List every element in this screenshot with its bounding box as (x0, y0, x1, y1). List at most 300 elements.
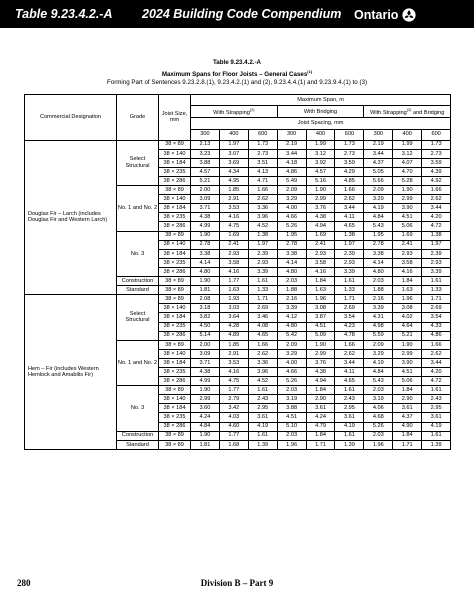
span-value-cell: 2.73 (248, 149, 277, 158)
span-value-cell: 4.02 (393, 313, 422, 322)
span-value-cell: 1.90 (393, 186, 422, 195)
joist-size-cell: 38 × 286 (159, 422, 191, 431)
span-value-cell: 4.52 (248, 222, 277, 231)
span-value-cell: 2.78 (364, 240, 393, 249)
table-row (25, 295, 451, 304)
span-value-cell: 2.41 (306, 240, 335, 249)
span-value-cell: 1.38 (335, 231, 364, 240)
span-value-cell: 4.78 (335, 331, 364, 340)
span-value-cell: 1.88 (364, 286, 393, 295)
header-maximum-span: Maximum Span, m (191, 95, 451, 106)
span-value-cell: 1.61 (248, 277, 277, 286)
span-value-cell: 3.51 (248, 158, 277, 167)
span-value-cell: 5.43 (364, 377, 393, 386)
span-value-cell: 2.03 (277, 277, 306, 286)
grade-cell: Construction (117, 431, 159, 440)
grade-cell: Select Structural (117, 140, 159, 185)
span-value-cell: 1.38 (248, 231, 277, 240)
span-value-cell: 4.86 (422, 331, 451, 340)
span-value-cell: 1.66 (335, 186, 364, 195)
span-value-cell: 3.60 (191, 404, 220, 413)
span-value-cell: 4.08 (248, 322, 277, 331)
span-value-cell: 3.76 (306, 358, 335, 367)
span-value-cell: 1.69 (219, 231, 248, 240)
span-value-cell: 2.95 (335, 404, 364, 413)
span-value-cell: 3.59 (335, 158, 364, 167)
joist-size-cell: 38 × 235 (159, 322, 191, 331)
span-value-cell: 4.51 (306, 322, 335, 331)
grade-cell: Standard (117, 286, 159, 295)
span-value-cell: 4.57 (306, 167, 335, 176)
span-value-cell: 4.85 (335, 177, 364, 186)
span-value-cell: 1.61 (335, 386, 364, 395)
span-value-cell: 3.12 (393, 149, 422, 158)
span-value-cell: 2.16 (364, 295, 393, 304)
span-value-cell: 2.93 (306, 249, 335, 258)
span-value-cell: 1.66 (422, 186, 451, 195)
span-value-cell: 1.95 (364, 231, 393, 240)
span-value-cell: 2.09 (277, 340, 306, 349)
joist-size-cell: 38 × 286 (159, 177, 191, 186)
span-value-cell: 3.29 (277, 195, 306, 204)
span-value-cell: 4.19 (335, 422, 364, 431)
joist-size-cell: 38 × 184 (159, 204, 191, 213)
span-value-cell: 2.79 (219, 395, 248, 404)
span-value-cell: 2.93 (219, 249, 248, 258)
joist-size-cell: 38 × 89 (159, 286, 191, 295)
span-value-cell: 2.43 (335, 395, 364, 404)
floor-joist-span-table (24, 94, 451, 450)
span-value-cell: 1.69 (306, 231, 335, 240)
span-value-cell: 4.90 (393, 422, 422, 431)
span-value-cell: 3.96 (248, 367, 277, 376)
span-value-cell: 4.20 (422, 213, 451, 222)
span-value-cell: 3.61 (335, 413, 364, 422)
grade-cell: No. 3 (117, 231, 159, 276)
span-value-cell: 1.84 (306, 277, 335, 286)
span-value-cell: 5.28 (393, 177, 422, 186)
span-value-cell: 2.00 (191, 186, 220, 195)
span-value-cell: 5.16 (306, 177, 335, 186)
span-value-cell: 1.61 (248, 431, 277, 440)
span-value-cell: 2.93 (335, 258, 364, 267)
span-value-cell: 5.05 (364, 167, 393, 176)
span-value-cell: 1.39 (248, 440, 277, 449)
spacing-header: 300 (277, 129, 306, 140)
span-value-cell: 4.65 (335, 377, 364, 386)
span-value-cell: 3.76 (306, 204, 335, 213)
header-with-strapping-and-bridging (364, 106, 451, 118)
joist-size-cell: 38 × 89 (159, 431, 191, 440)
species-cell: Hem – Fir (includes Western Hemlock and Amabilis Fir) (25, 295, 117, 450)
table-row (25, 140, 451, 149)
caption-footnote-ref: (1) (307, 68, 313, 74)
span-value-cell: 4.18 (277, 158, 306, 167)
grade-cell: No. 1 and No. 2 (117, 186, 159, 231)
span-value-cell: 1.61 (335, 277, 364, 286)
span-value-cell: 2.09 (364, 340, 393, 349)
span-value-cell: 1.66 (422, 340, 451, 349)
span-value-cell: 2.78 (277, 240, 306, 249)
span-value-cell: 3.09 (191, 349, 220, 358)
span-value-cell: 5.26 (277, 377, 306, 386)
span-value-cell: 4.52 (248, 377, 277, 386)
span-value-cell: 3.39 (335, 267, 364, 276)
span-value-cell: 2.19 (364, 140, 393, 149)
joist-size-cell: 38 × 235 (159, 413, 191, 422)
span-value-cell: 3.39 (364, 304, 393, 313)
span-value-cell: 3.71 (191, 358, 220, 367)
joist-size-cell: 38 × 89 (159, 186, 191, 195)
span-value-cell: 3.38 (191, 249, 220, 258)
span-value-cell: 5.49 (277, 177, 306, 186)
span-value-cell: 1.93 (219, 295, 248, 304)
span-value-cell: 2.43 (248, 395, 277, 404)
joist-size-cell: 38 × 89 (159, 140, 191, 149)
span-value-cell: 5.06 (393, 377, 422, 386)
span-value-cell: 1.61 (422, 386, 451, 395)
span-value-cell: 5.09 (306, 331, 335, 340)
span-value-cell: 1.96 (306, 295, 335, 304)
span-value-cell: 4.19 (364, 358, 393, 367)
span-value-cell: 2.93 (422, 258, 451, 267)
span-value-cell: 4.37 (364, 158, 393, 167)
joist-size-cell: 38 × 89 (159, 295, 191, 304)
span-value-cell: 2.39 (248, 249, 277, 258)
span-value-cell: 4.51 (393, 213, 422, 222)
table-title-block (24, 59, 450, 88)
with-strapping-text: With Strapping (213, 109, 250, 116)
span-value-cell: 5.26 (277, 222, 306, 231)
span-value-cell: 2.73 (335, 149, 364, 158)
span-value-cell: 1.84 (393, 431, 422, 440)
span-value-cell: 4.16 (219, 367, 248, 376)
joist-size-cell: 38 × 235 (159, 213, 191, 222)
header-with-bridging: With Bridging (277, 106, 364, 118)
joist-size-cell: 38 × 89 (159, 440, 191, 449)
span-value-cell: 4.07 (393, 158, 422, 167)
joist-size-cell: 38 × 140 (159, 240, 191, 249)
grade-cell: No. 1 and No. 2 (117, 340, 159, 385)
span-value-cell: 4.16 (219, 267, 248, 276)
span-value-cell: 3.44 (364, 149, 393, 158)
span-value-cell: 3.92 (306, 158, 335, 167)
header-compendium-title: 2024 Building Code Compendium (142, 7, 342, 21)
span-value-cell: 3.08 (306, 304, 335, 313)
joist-size-cell: 38 × 286 (159, 222, 191, 231)
spacing-header: 600 (248, 129, 277, 140)
span-value-cell: 1.33 (422, 286, 451, 295)
header-joist-size: Joist Size, mm (159, 95, 191, 141)
spacing-header: 400 (219, 129, 248, 140)
span-value-cell: 2.16 (277, 295, 306, 304)
span-value-cell: 3.61 (393, 404, 422, 413)
span-value-cell: 5.21 (393, 331, 422, 340)
span-value-cell: 3.36 (248, 358, 277, 367)
species-cell: Douglas Fir – Larch (includes Douglas Fir and Western Larch) (25, 140, 117, 295)
span-value-cell: 3.53 (219, 204, 248, 213)
span-value-cell: 4.72 (422, 222, 451, 231)
span-value-cell: 1.39 (422, 440, 451, 449)
span-value-cell: 4.24 (191, 413, 220, 422)
span-value-cell: 1.71 (393, 440, 422, 449)
span-value-cell: 1.63 (393, 286, 422, 295)
table-caption (24, 68, 450, 80)
span-value-cell: 4.06 (364, 404, 393, 413)
span-value-cell: 2.91 (219, 349, 248, 358)
span-value-cell: 1.96 (364, 440, 393, 449)
span-value-cell: 2.90 (393, 395, 422, 404)
span-value-cell: 4.03 (219, 413, 248, 422)
span-value-cell: 3.36 (248, 204, 277, 213)
spacing-header: 400 (393, 129, 422, 140)
span-value-cell: 3.44 (277, 149, 306, 158)
span-value-cell: 1.38 (422, 231, 451, 240)
span-value-cell: 1.33 (248, 286, 277, 295)
span-value-cell: 4.66 (277, 367, 306, 376)
span-value-cell: 3.69 (219, 158, 248, 167)
span-value-cell: 4.75 (219, 222, 248, 231)
span-value-cell: 5.10 (277, 422, 306, 431)
span-value-cell: 2.99 (306, 195, 335, 204)
span-value-cell: 2.03 (364, 431, 393, 440)
span-value-cell: 2.41 (393, 240, 422, 249)
span-value-cell: 4.65 (248, 331, 277, 340)
page-number: 280 (17, 578, 31, 588)
span-value-cell: 4.14 (364, 258, 393, 267)
span-value-cell: 4.11 (335, 367, 364, 376)
span-value-cell: 1.97 (248, 240, 277, 249)
span-value-cell: 4.14 (277, 258, 306, 267)
span-value-cell: 4.13 (248, 167, 277, 176)
span-value-cell: 1.97 (422, 240, 451, 249)
joist-size-cell: 38 × 89 (159, 231, 191, 240)
span-value-cell: 1.77 (219, 277, 248, 286)
span-value-cell: 5.66 (364, 177, 393, 186)
span-value-cell: 1.39 (335, 440, 364, 449)
strap-bridging-footnote: (2) (406, 108, 412, 113)
span-value-cell: 4.00 (277, 204, 306, 213)
span-value-cell: 2.93 (248, 258, 277, 267)
span-value-cell: 1.33 (335, 286, 364, 295)
joist-size-cell: 38 × 140 (159, 195, 191, 204)
span-value-cell: 1.61 (422, 431, 451, 440)
span-value-cell: 1.97 (219, 140, 248, 149)
span-value-cell: 2.09 (277, 186, 306, 195)
span-value-cell: 1.63 (219, 286, 248, 295)
joist-size-cell: 38 × 286 (159, 377, 191, 386)
span-value-cell: 4.71 (248, 177, 277, 186)
span-value-cell: 3.59 (422, 158, 451, 167)
span-value-cell: 3.38 (277, 249, 306, 258)
span-value-cell: 2.91 (219, 195, 248, 204)
span-value-cell: 3.61 (248, 413, 277, 422)
span-value-cell: 3.44 (335, 204, 364, 213)
span-value-cell: 4.98 (364, 322, 393, 331)
span-value-cell: 3.88 (277, 404, 306, 413)
span-value-cell: 2.62 (248, 349, 277, 358)
span-value-cell: 4.95 (219, 177, 248, 186)
header-joist-spacing: Joist Spacing, mm (191, 118, 451, 129)
span-value-cell: 1.84 (393, 277, 422, 286)
span-value-cell: 4.79 (306, 422, 335, 431)
span-value-cell: 2.41 (219, 240, 248, 249)
span-value-cell: 4.23 (335, 322, 364, 331)
span-value-cell: 2.73 (422, 149, 451, 158)
span-value-cell: 3.09 (191, 195, 220, 204)
span-value-cell: 1.90 (191, 231, 220, 240)
span-value-cell: 2.43 (422, 395, 451, 404)
span-value-cell: 3.39 (422, 267, 451, 276)
span-value-cell: 2.62 (335, 195, 364, 204)
span-value-cell: 4.80 (277, 322, 306, 331)
span-value-cell: 3.08 (393, 304, 422, 313)
span-value-cell: 4.51 (393, 367, 422, 376)
span-value-cell: 1.96 (393, 295, 422, 304)
span-value-cell: 3.44 (422, 358, 451, 367)
joist-size-cell: 38 × 140 (159, 304, 191, 313)
span-value-cell: 2.93 (393, 249, 422, 258)
span-value-cell: 3.71 (191, 204, 220, 213)
span-value-cell: 4.80 (364, 267, 393, 276)
span-value-cell: 5.26 (364, 422, 393, 431)
span-value-cell: 4.99 (191, 377, 220, 386)
span-value-cell: 2.69 (335, 304, 364, 313)
joist-size-cell: 38 × 184 (159, 358, 191, 367)
table-number: Table 9.23.4.2.-A (212, 59, 262, 66)
joist-size-cell: 38 × 184 (159, 158, 191, 167)
table-caption-text: Maximum Spans for Floor Joists – General Cases (161, 70, 308, 78)
span-value-cell: 5.59 (364, 331, 393, 340)
span-value-cell: 3.88 (191, 158, 220, 167)
span-value-cell: 2.39 (422, 249, 451, 258)
span-value-cell: 4.34 (219, 167, 248, 176)
span-value-cell: 4.14 (191, 258, 220, 267)
span-value-cell: 1.68 (219, 440, 248, 449)
span-value-cell: 3.82 (191, 313, 220, 322)
span-value-cell: 2.13 (191, 140, 220, 149)
span-value-cell: 3.44 (422, 204, 451, 213)
span-value-cell: 2.69 (248, 304, 277, 313)
span-value-cell: 4.92 (422, 177, 451, 186)
span-value-cell: 1.90 (393, 340, 422, 349)
span-value-cell: 1.69 (393, 231, 422, 240)
span-value-cell: 4.65 (335, 222, 364, 231)
span-value-cell: 4.29 (335, 167, 364, 176)
span-value-cell: 4.94 (306, 377, 335, 386)
span-value-cell: 4.33 (422, 322, 451, 331)
span-value-cell: 3.18 (191, 304, 220, 313)
header-commercial-designation: Commercial Designation (25, 95, 117, 141)
span-value-cell: 3.03 (219, 304, 248, 313)
span-value-cell: 3.29 (364, 195, 393, 204)
strap-bridging-tail: and Bridging (411, 109, 445, 116)
span-value-cell: 3.42 (219, 404, 248, 413)
span-value-cell: 5.21 (191, 177, 220, 186)
span-value-cell: 1.90 (191, 386, 220, 395)
span-value-cell: 4.68 (364, 413, 393, 422)
span-value-cell: 4.84 (364, 213, 393, 222)
joist-size-cell: 38 × 140 (159, 395, 191, 404)
span-value-cell: 2.99 (393, 195, 422, 204)
header-with-strapping (191, 106, 278, 118)
span-value-cell: 1.99 (393, 140, 422, 149)
span-value-cell: 1.85 (219, 186, 248, 195)
span-value-cell: 1.81 (191, 286, 220, 295)
span-value-cell: 1.90 (191, 277, 220, 286)
span-value-cell: 2.00 (191, 340, 220, 349)
span-value-cell: 2.62 (422, 349, 451, 358)
span-value-cell: 4.38 (191, 213, 220, 222)
span-value-cell: 3.12 (306, 149, 335, 158)
span-value-cell: 4.86 (277, 167, 306, 176)
span-value-cell: 1.66 (335, 340, 364, 349)
joist-size-cell: 38 × 89 (159, 277, 191, 286)
span-value-cell: 1.77 (219, 431, 248, 440)
span-value-cell: 2.62 (248, 195, 277, 204)
with-strapping-footnote: (2) (249, 108, 255, 113)
span-value-cell: 4.64 (393, 322, 422, 331)
spacing-header: 600 (422, 129, 451, 140)
span-value-cell: 1.71 (306, 440, 335, 449)
span-value-cell: 2.62 (422, 195, 451, 204)
span-value-cell: 1.73 (335, 140, 364, 149)
span-value-cell: 3.44 (335, 358, 364, 367)
span-value-cell: 4.38 (191, 367, 220, 376)
span-value-cell: 4.38 (306, 367, 335, 376)
span-value-cell: 1.85 (219, 340, 248, 349)
span-value-cell: 4.11 (335, 213, 364, 222)
span-value-cell: 1.71 (422, 295, 451, 304)
span-value-cell: 4.16 (219, 213, 248, 222)
grade-cell: Construction (117, 277, 159, 286)
span-value-cell: 4.84 (191, 422, 220, 431)
span-value-cell: 3.29 (277, 349, 306, 358)
span-value-cell: 4.16 (393, 267, 422, 276)
span-value-cell: 3.46 (248, 313, 277, 322)
span-value-cell: 2.19 (277, 140, 306, 149)
footer-division: Division B – Part 9 (200, 578, 274, 588)
span-value-cell: 3.39 (248, 267, 277, 276)
span-value-cell: 3.58 (393, 258, 422, 267)
span-value-cell: 2.03 (277, 386, 306, 395)
span-value-cell: 4.12 (277, 313, 306, 322)
span-value-cell: 4.24 (306, 413, 335, 422)
span-value-cell: 4.89 (219, 331, 248, 340)
span-value-cell: 4.19 (248, 422, 277, 431)
span-value-cell: 2.78 (191, 240, 220, 249)
span-value-cell: 1.73 (422, 140, 451, 149)
span-value-cell: 4.50 (191, 322, 220, 331)
joist-size-cell: 38 × 89 (159, 340, 191, 349)
grade-cell: Standard (117, 440, 159, 449)
span-value-cell: 2.03 (364, 277, 393, 286)
span-value-cell: 3.58 (219, 258, 248, 267)
joist-size-cell: 38 × 286 (159, 331, 191, 340)
span-value-cell: 4.20 (422, 367, 451, 376)
joist-size-cell: 38 × 184 (159, 404, 191, 413)
span-value-cell: 1.71 (335, 295, 364, 304)
joist-size-cell: 38 × 89 (159, 386, 191, 395)
strap-bridging-text: With Strapping (370, 109, 407, 116)
joist-size-cell: 38 × 235 (159, 167, 191, 176)
joist-size-cell: 38 × 140 (159, 149, 191, 158)
grade-cell: No. 3 (117, 386, 159, 431)
span-value-cell: 3.29 (364, 349, 393, 358)
joist-size-cell: 38 × 235 (159, 258, 191, 267)
spacing-header: 600 (335, 129, 364, 140)
span-value-cell: 4.80 (191, 267, 220, 276)
